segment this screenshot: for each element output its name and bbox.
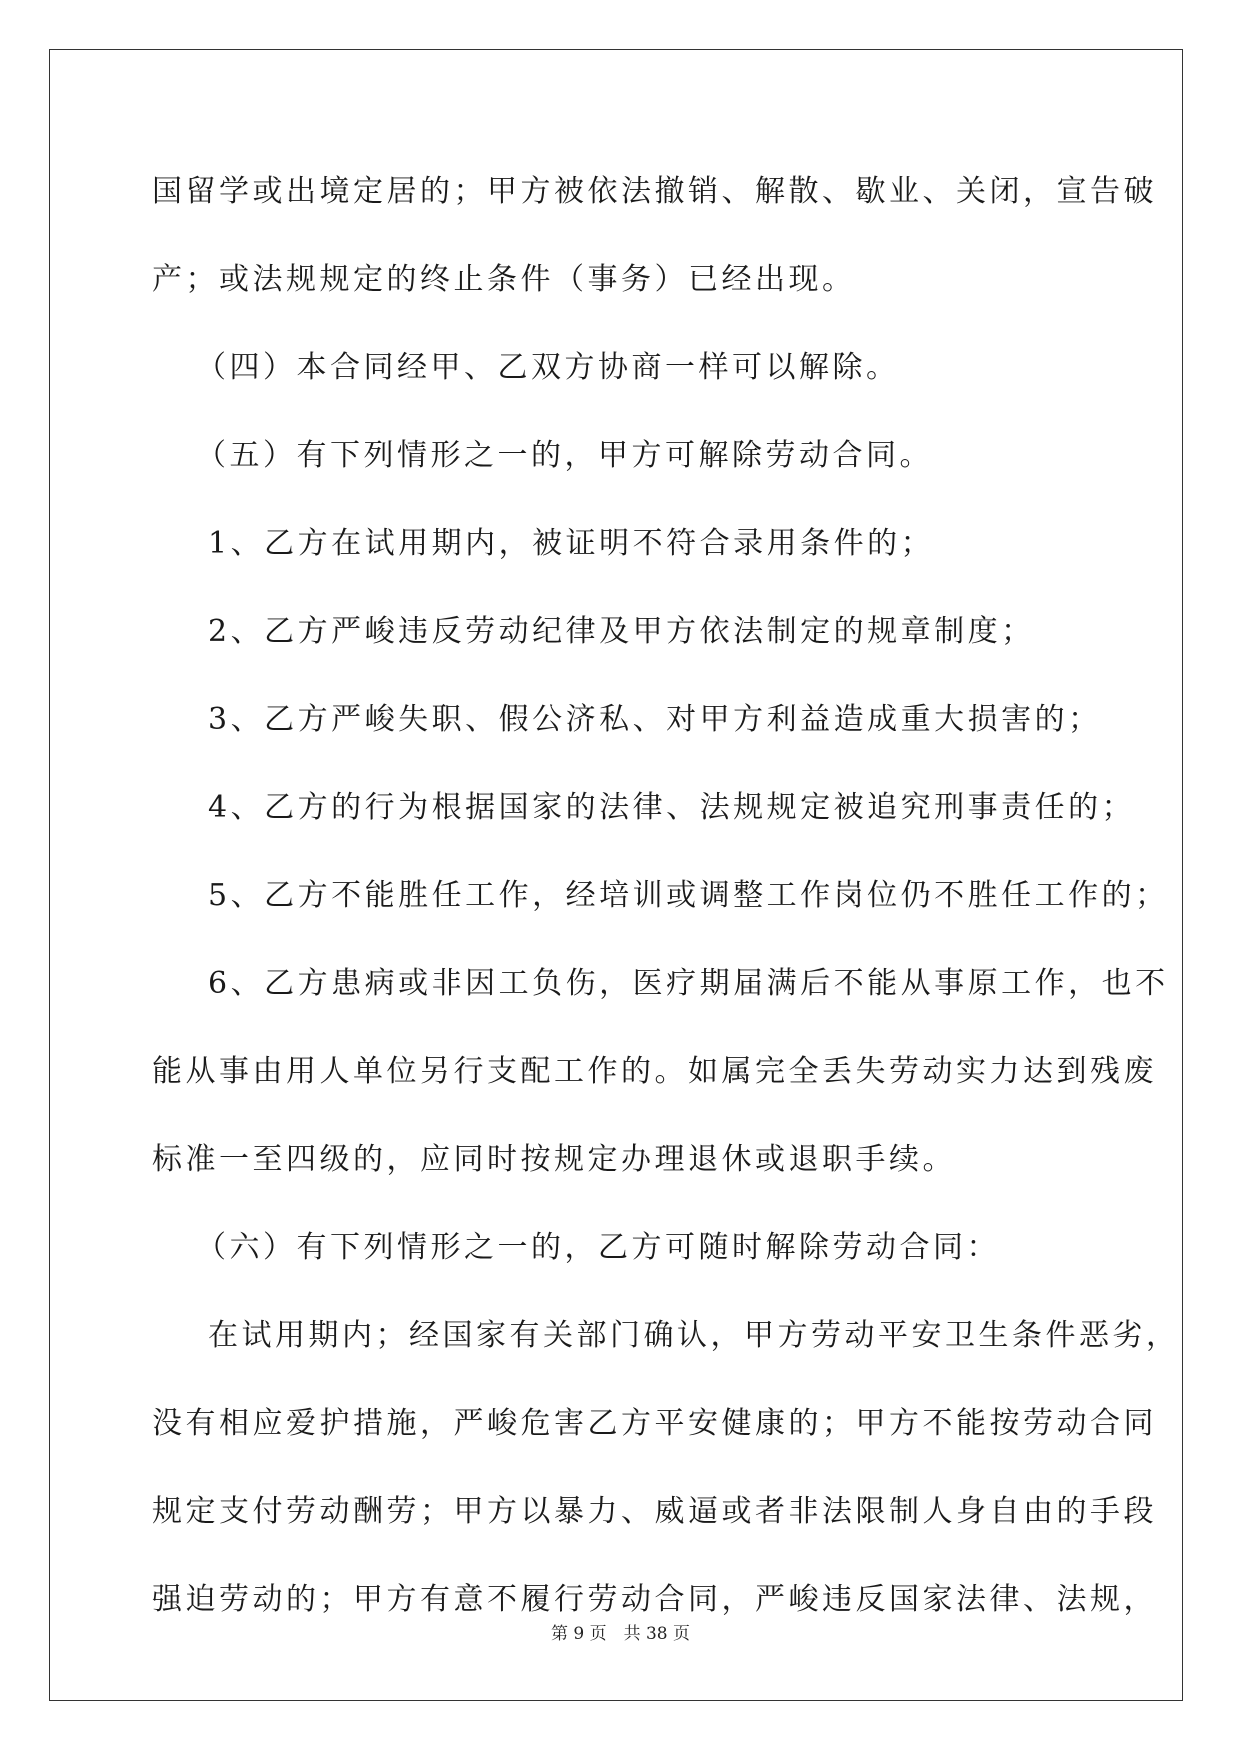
text-line: （四）本合同经甲、乙双方协商一样可以解除。 [196, 350, 900, 385]
text-line: 6、乙方患病或非因工负伤，医疗期届满后不能从事原工作，也不 [208, 966, 1169, 1001]
text-line: 4、乙方的行为根据国家的法律、法规规定被追究刑事责任的； [208, 790, 1136, 825]
text-line: 5、乙方不能胜任工作，经培训或调整工作岗位仍不胜任工作的； [208, 878, 1169, 913]
text-line: 在试用期内；经国家有关部门确认，甲方劳动平安卫生条件恶劣， [208, 1318, 1180, 1353]
text-line: 能从事由用人单位另行支配工作的。如属完全丢失劳动实力达到残废 [152, 1054, 1157, 1089]
text-line: 产；或法规规定的终止条件（事务）已经出现。 [152, 262, 856, 297]
text-line: 规定支付劳动酬劳；甲方以暴力、威逼或者非法限制人身自由的手段 [152, 1494, 1157, 1529]
text-line: （五）有下列情形之一的，甲方可解除劳动合同。 [196, 438, 933, 473]
text-line: 1、乙方在试用期内，被证明不符合录用条件的； [208, 526, 935, 561]
page-number-footer: 第 9 页 共 38 页 [550, 1624, 691, 1644]
text-line: 标准一至四级的，应同时按规定办理退休或退职手续。 [152, 1142, 956, 1177]
text-line: 没有相应爱护措施，严峻危害乙方平安健康的；甲方不能按劳动合同 [152, 1406, 1157, 1441]
text-line: 3、乙方严峻失职、假公济私、对甲方利益造成重大损害的； [208, 702, 1102, 737]
text-line: 国留学或出境定居的；甲方被依法撤销、解散、歇业、关闭，宣告破 [152, 174, 1157, 209]
document-body [152, 162, 1180, 1658]
text-line: 强迫劳动的；甲方有意不履行劳动合同，严峻违反国家法律、法规， [152, 1582, 1157, 1617]
text-line: （六）有下列情形之一的，乙方可随时解除劳动合同： [196, 1230, 1000, 1265]
text-line: 2、乙方严峻违反劳动纪律及甲方依法制定的规章制度； [208, 614, 1035, 649]
